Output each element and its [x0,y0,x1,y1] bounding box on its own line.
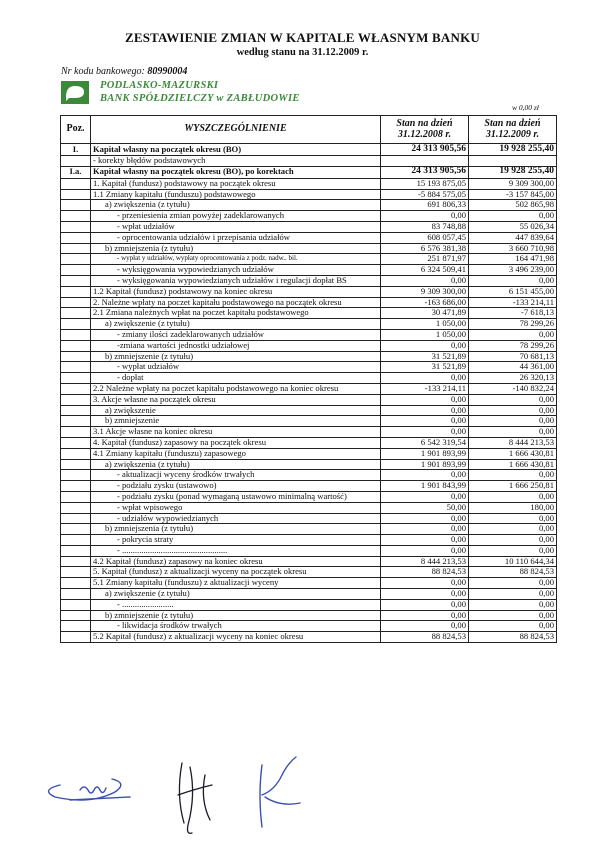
header-col-2008-line2: 31.12.2008 r. [397,128,452,140]
cell-value-2009: 0,00 [469,610,557,621]
handwritten-signatures-icon [0,745,605,845]
cell-description: a) zwiększenie [91,405,381,416]
cell-poz [61,513,91,524]
cell-description: - przeniesienia zmian powyżej zadeklarowanych [91,211,381,222]
cell-description: 4. Kapitał (fundusz) zapasowy na początek okresu [91,437,381,448]
cell-value-2009: 502 865,98 [469,200,557,211]
table-row [61,178,557,189]
cell-value-2008: 15 193 875,05 [381,178,469,189]
cell-value-2009: 26 320,13 [469,373,557,384]
table-row [61,437,557,448]
cell-poz [61,567,91,578]
table-row [61,481,557,492]
cell-poz [61,156,91,167]
cell-value-2009: 88 824,53 [469,567,557,578]
cell-value-2009: 0,00 [469,491,557,502]
table-row [61,351,557,362]
cell-description: - ........................ [91,599,381,610]
cell-value-2009: 19 928 255,40 [469,166,557,178]
cell-description: 1.2 Kapitał (fundusz) podstawowy na koniec okresu [91,286,381,297]
cell-poz [61,405,91,416]
cell-poz [61,351,91,362]
cell-poz [61,362,91,373]
table-row [61,589,557,600]
cell-value-2008: 1 901 843,99 [381,481,469,492]
table-row [61,265,557,276]
table-row [61,567,557,578]
cell-value-2009: 6 151 455,00 [469,286,557,297]
cell-value-2009: 447 839,64 [469,232,557,243]
cell-poz [61,481,91,492]
cell-value-2009: 10 110 644,34 [469,556,557,567]
cell-value-2008: 88 824,53 [381,632,469,643]
table-row [61,340,557,351]
cell-value-2009: -133 214,11 [469,297,557,308]
cell-value-2008: 31 521,89 [381,351,469,362]
cell-poz [61,373,91,384]
cell-description: a) zwiększenia (z tytułu) [91,459,381,470]
cell-value-2008: 0,00 [381,599,469,610]
cell-value-2008: 0,00 [381,524,469,535]
cell-value-2009: 180,00 [469,502,557,513]
cell-poz [61,275,91,286]
table-row [61,362,557,373]
cell-poz [61,621,91,632]
cell-description: b) zmniejszenie (z tytułu) [91,351,381,362]
cell-poz [61,286,91,297]
cell-description: - udziałów wypowiedzianych [91,513,381,524]
table-row [61,513,557,524]
cell-description: 5.2 Kapitał (fundusz) z aktualizacji wyceny na koniec okresu [91,632,381,643]
cell-value-2008: 0,00 [381,470,469,481]
cell-poz [61,265,91,276]
cell-description: 4.2 Kapitał (fundusz) zapasowy na koniec okresu [91,556,381,567]
cell-value-2008: 0,00 [381,621,469,632]
cell-description: b) zmniejszenia (z tytułu) [91,243,381,254]
cell-description: - zmiany ilości zadeklarowanych udziałów [91,329,381,340]
cell-value-2008: 31 521,89 [381,362,469,373]
cell-poz [61,491,91,502]
table-row [61,578,557,589]
header-description: WYSZCZEGÓLNIENIE [91,116,381,144]
table-row [61,427,557,438]
currency-unit: w 0,00 zł [512,103,539,112]
cell-poz [61,535,91,546]
cell-description: 5. Kapitał (fundusz) z aktualizacji wyceny na początek okresu [91,567,381,578]
cell-value-2008: 0,00 [381,340,469,351]
cell-value-2008: 0,00 [381,211,469,222]
table-row [61,232,557,243]
cell-poz [61,416,91,427]
cell-value-2008: 8 444 213,53 [381,556,469,567]
cell-poz [61,232,91,243]
cell-value-2009: 0,00 [469,405,557,416]
cell-poz [61,297,91,308]
cell-value-2008: 691 806,33 [381,200,469,211]
table-row [61,308,557,319]
cell-value-2009: 0,00 [469,621,557,632]
table-header-row [61,116,557,144]
cell-poz [61,556,91,567]
cell-poz [61,502,91,513]
header-col-2008 [381,116,469,144]
cell-poz [61,524,91,535]
table-row [61,319,557,330]
table-row [61,329,557,340]
cell-value-2009: 0,00 [469,578,557,589]
cell-description: 1.1 Zmiany kapitału (funduszu) podstawowego [91,189,381,200]
table-row [61,144,557,156]
cell-value-2008: 0,00 [381,394,469,405]
table-row [61,166,557,178]
cell-value-2008: 88 824,53 [381,567,469,578]
cell-description: 3.1 Akcje własne na koniec okresu [91,427,381,438]
cell-value-2008: 0,00 [381,491,469,502]
cell-value-2009: -3 157 845,00 [469,189,557,200]
document-title: ZESTAWIENIE ZMIAN W KAPITALE WŁASNYM BANKU [124,30,480,45]
cell-description: - korekty błędów podstawowych [91,156,381,167]
cell-value-2008: 24 313 905,56 [381,144,469,156]
table-row [61,394,557,405]
cell-description: - pokrycia straty [91,535,381,546]
cell-poz: I. [61,144,91,156]
table-row [61,200,557,211]
cell-description: - ................................................. [91,545,381,556]
equity-changes-table [60,115,557,643]
cell-description: a) zwiększenie (z tytułu) [91,319,381,330]
table-row [61,373,557,384]
cell-description: 2.1 Zmiana należnych wpłat na poczet kapitału podstawowego [91,308,381,319]
cell-value-2008: 0,00 [381,513,469,524]
cell-value-2008: -163 686,00 [381,297,469,308]
table-row [61,545,557,556]
cell-value-2008: 30 471,89 [381,308,469,319]
cell-poz [61,383,91,394]
cell-poz [61,448,91,459]
cell-description: - podziału zysku (ustawowo) [91,481,381,492]
table-row [61,297,557,308]
cell-value-2008: 0,00 [381,578,469,589]
cell-value-2008: 1 050,00 [381,319,469,330]
cell-description: 2. Należne wpłaty na poczet kapitału podstawowego na początek okresu [91,297,381,308]
bank-name-line1: PODLASKO-MAZURSKI [100,80,219,91]
cell-description: Kapitał własny na początek okresu (BO) [91,144,381,156]
cell-value-2009: 0,00 [469,599,557,610]
cell-value-2008: 24 313 905,56 [381,166,469,178]
cell-value-2009: 0,00 [469,329,557,340]
cell-value-2008: 50,00 [381,502,469,513]
cell-poz [61,178,91,189]
cell-poz [61,308,91,319]
cell-value-2009: 0,00 [469,275,557,286]
table-row [61,535,557,546]
cell-value-2009: 88 824,53 [469,632,557,643]
table-row [61,286,557,297]
cell-value-2008: 1 050,00 [381,329,469,340]
cell-description: - wyksięgowania wypowiedzianych udziałów i regulacji dopłat BS [91,275,381,286]
cell-description: 2.2 Należne wpłaty na poczet kapitału podstawowego na koniec okresu [91,383,381,394]
cell-value-2009: 19 928 255,40 [469,144,557,156]
cell-value-2009: 164 471,98 [469,254,557,265]
cell-description: b) zmniejszenia (z tytułu) [91,524,381,535]
cell-value-2009: 9 309 300,00 [469,178,557,189]
bank-code-label: Nr kodu bankowego: [61,66,145,77]
cell-description: 5.1 Zmiany kapitału (funduszu) z aktualizacji wyceny [91,578,381,589]
cell-value-2009: 0,00 [469,524,557,535]
cell-description: - oprocentowania udziałów i przepisania udziałów [91,232,381,243]
table-row [61,254,557,265]
table-row [61,156,557,167]
cell-value-2009: 78 299,26 [469,340,557,351]
bank-name-line2: BANK SPÓŁDZIELCZY w ZABŁUDOWIE [100,93,300,104]
header-col-2009 [469,116,557,144]
cell-poz [61,427,91,438]
table-row [61,221,557,232]
cell-value-2009: 0,00 [469,545,557,556]
bank-code-value: 80990004 [147,66,188,77]
table-row [61,459,557,470]
table-row [61,524,557,535]
cell-poz [61,319,91,330]
cell-value-2008: 0,00 [381,545,469,556]
cell-value-2009: 0,00 [469,513,557,524]
cell-poz [61,589,91,600]
cell-value-2008: 83 748,88 [381,221,469,232]
cell-description: - wpłat wpisowego [91,502,381,513]
cell-value-2008: 0,00 [381,610,469,621]
cell-description: Kapitał własny na początek okresu (BO), po korektach [91,166,381,178]
bank-logo-icon [60,80,90,105]
cell-description: - podziału zysku (ponad wymaganą ustawowo minimalną wartość) [91,491,381,502]
header-col-2009-line1: Stan na dzień [484,118,541,129]
table-row [61,599,557,610]
table-row [61,632,557,643]
cell-value-2008: 0,00 [381,405,469,416]
table-row [61,448,557,459]
cell-value-2008: 0,00 [381,589,469,600]
bank-code-line [61,66,187,77]
table-row [61,243,557,254]
cell-description: - likwidacja środków trwałych [91,621,381,632]
cell-description: - wypłat y udziałów, wypłaty oprocentowania z podz. nadw.. bil. [91,254,381,265]
table-row [61,610,557,621]
cell-value-2008 [381,156,469,167]
cell-value-2008: 9 309 300,00 [381,286,469,297]
cell-value-2009: 0,00 [469,589,557,600]
cell-value-2009 [469,156,557,167]
cell-value-2008: -133 214,11 [381,383,469,394]
cell-value-2009: 0,00 [469,535,557,546]
cell-poz [61,470,91,481]
cell-value-2009: 8 444 213,53 [469,437,557,448]
document-subtitle: według stanu na 31.12.2009 r. [236,47,369,58]
table-row [61,470,557,481]
table-row [61,556,557,567]
cell-value-2008: 1 901 893,99 [381,448,469,459]
cell-poz [61,578,91,589]
cell-value-2009: 0,00 [469,416,557,427]
cell-poz: I.a. [61,166,91,178]
cell-poz [61,545,91,556]
cell-poz [61,211,91,222]
cell-value-2008: 1 901 893,99 [381,459,469,470]
cell-value-2008: 608 057,45 [381,232,469,243]
cell-description: - wypłat udziałów [91,362,381,373]
cell-value-2009: 1 666 250,81 [469,481,557,492]
bank-name [100,79,300,105]
cell-poz [61,200,91,211]
cell-value-2008: 0,00 [381,535,469,546]
table-row [61,621,557,632]
cell-description: a) zwiększenia (z tytułu) [91,200,381,211]
cell-poz [61,599,91,610]
cell-description: - aktualizacji wyceny środków trwałych [91,470,381,481]
cell-value-2009: 1 666 430,81 [469,448,557,459]
cell-poz [61,340,91,351]
cell-description: - wyksięgowania wypowiedzianych udziałów [91,265,381,276]
cell-value-2009: 3 496 239,00 [469,265,557,276]
cell-value-2008: 6 324 509,41 [381,265,469,276]
cell-value-2009: 44 361,00 [469,362,557,373]
cell-value-2009: 0,00 [469,470,557,481]
table-row [61,211,557,222]
cell-description: b) zmniejszenie [91,416,381,427]
cell-value-2008: 251 871,97 [381,254,469,265]
header-col-2009-line2: 31.12.2009 r. [485,128,540,140]
table-row [61,416,557,427]
cell-poz [61,254,91,265]
table-row [61,383,557,394]
cell-value-2008: 0,00 [381,427,469,438]
cell-description: 3. Akcje własne na początek okresu [91,394,381,405]
cell-value-2008: -5 884 575,05 [381,189,469,200]
cell-poz [61,329,91,340]
cell-description: a) zwiększenie (z tytułu) [91,589,381,600]
cell-value-2009: 0,00 [469,211,557,222]
table-row [61,405,557,416]
cell-value-2008: 6 542 319,54 [381,437,469,448]
cell-value-2009: -140 832,24 [469,383,557,394]
cell-poz [61,189,91,200]
cell-description: b) zmniejszenie (z tytułu) [91,610,381,621]
cell-description: - dopłat [91,373,381,384]
cell-value-2009: -7 618,13 [469,308,557,319]
cell-poz [61,394,91,405]
cell-description: 1. Kapitał (fundusz) podstawowy na początek okresu [91,178,381,189]
cell-value-2008: 0,00 [381,373,469,384]
cell-poz [61,221,91,232]
cell-value-2009: 55 026,34 [469,221,557,232]
cell-value-2009: 70 681,13 [469,351,557,362]
cell-description: -zmiana wartości jednostki udziałowej [91,340,381,351]
cell-value-2009: 0,00 [469,427,557,438]
cell-poz [61,632,91,643]
signatures-area [0,745,605,845]
cell-value-2008: 0,00 [381,275,469,286]
table-row [61,502,557,513]
cell-value-2009: 0,00 [469,394,557,405]
cell-poz [61,610,91,621]
cell-poz [61,437,91,448]
cell-poz [61,459,91,470]
cell-value-2009: 1 666 430,81 [469,459,557,470]
table-row [61,189,557,200]
table-row [61,491,557,502]
cell-value-2008: 0,00 [381,416,469,427]
header-col-2008-line1: Stan na dzień [396,118,453,129]
cell-description: 4.1 Zmiany kapitału (funduszu) zapasowego [91,448,381,459]
cell-description: - wpłat udziałów [91,221,381,232]
cell-value-2009: 3 660 710,98 [469,243,557,254]
table-row [61,275,557,286]
cell-poz [61,243,91,254]
cell-value-2008: 6 576 381,38 [381,243,469,254]
table-body [61,144,557,643]
cell-value-2009: 78 299,26 [469,319,557,330]
header-poz: Poz. [61,116,91,144]
